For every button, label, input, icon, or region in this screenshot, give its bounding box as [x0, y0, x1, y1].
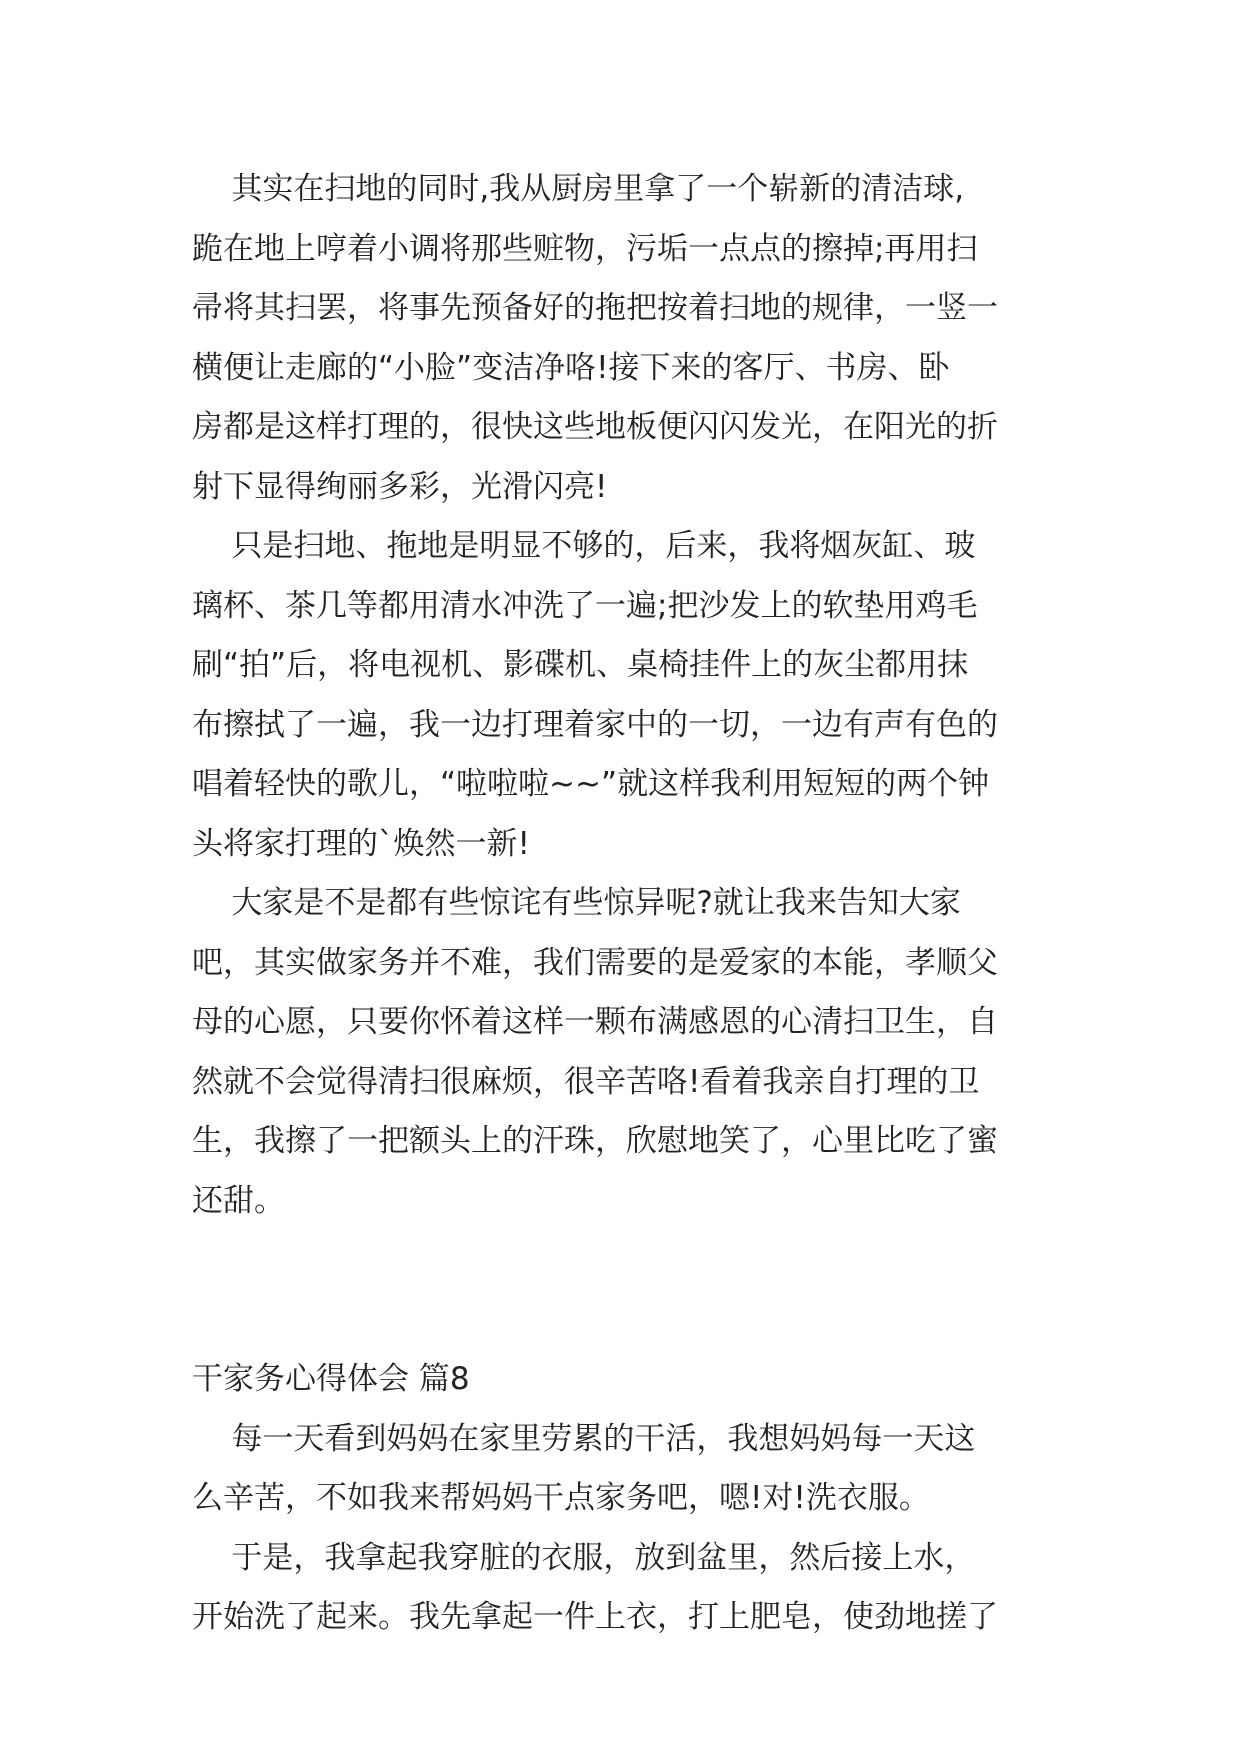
text-line: 大家是不是都有些惊诧有些惊异呢?就让我来告知大家 [192, 885, 961, 921]
text-line: 唱着轻快的歌儿，“啦啦啦~~”就这样我利用短短的两个钟 [192, 766, 990, 802]
text-line: 么辛苦，不如我来帮妈妈干点家务吧，嗯!对!洗衣服。 [192, 1480, 930, 1516]
text-line: 然就不会觉得清扫很麻烦，很辛苦咯!看着我亲自打理的卫 [192, 1063, 980, 1100]
text-line: 头将家打理的`焕然一新! [192, 825, 530, 862]
text-line: 房都是这样打理的，很快这些地板便闪闪发光，在阳光的折 [192, 409, 998, 445]
text-line: 生，我擦了一把额头上的汗珠，欣慰地笑了，心里比吃了蜜 [192, 1123, 998, 1159]
section-gap [192, 1231, 1092, 1350]
text-line: 刷“拍”后，将电视机、影碟机、桌椅挂件上的灰尘都用抹 [192, 647, 969, 683]
text-line: 璃杯、茶几等都用清水冲洗了一遍;把沙发上的软垫用鸡毛 [192, 587, 978, 624]
text-line: 帚将其扫罢，将事先预备好的拖把按着扫地的规律，一竖一 [192, 290, 998, 326]
text-line: 还甜。 [192, 1182, 285, 1219]
text-line: 母的心愿，只要你怀着这样一颗布满感恩的心清扫卫生，自 [192, 1004, 998, 1040]
text-line: 于是，我拿起我穿脏的衣服，放到盆里，然后接上水， [192, 1539, 976, 1576]
text-line: 跪在地上哼着小调将那些赃物，污垢一点点的擦掉;再用扫 [192, 230, 978, 267]
text-line: 横便让走廊的“小脸”变洁净咯!接下来的客厅、书房、卧 [192, 349, 950, 386]
text-line: 每一天看到妈妈在家里劳累的干活，我想妈妈每一天这 [192, 1420, 976, 1457]
text-line: 布擦拭了一遍，我一边打理着家中的一切，一边有声有色的 [192, 706, 998, 743]
section-title: 干家务心得体会 篇8 [192, 1361, 470, 1397]
document-body [192, 160, 1092, 1648]
text-line: 射下显得绚丽多彩，光滑闪亮! [192, 468, 608, 505]
text-line: 只是扫地、拖地是明显不够的，后来，我将烟灰缸、玻 [192, 528, 976, 564]
text-line: 其实在扫地的同时,我从厨房里拿了一个崭新的清洁球, [192, 171, 965, 207]
text-line: 吧，其实做家务并不难，我们需要的是爱家的本能，孝顺父 [192, 944, 998, 981]
text-line: 开始洗了起来。我先拿起一件上衣，打上肥皂，使劲地搓了 [192, 1599, 998, 1635]
